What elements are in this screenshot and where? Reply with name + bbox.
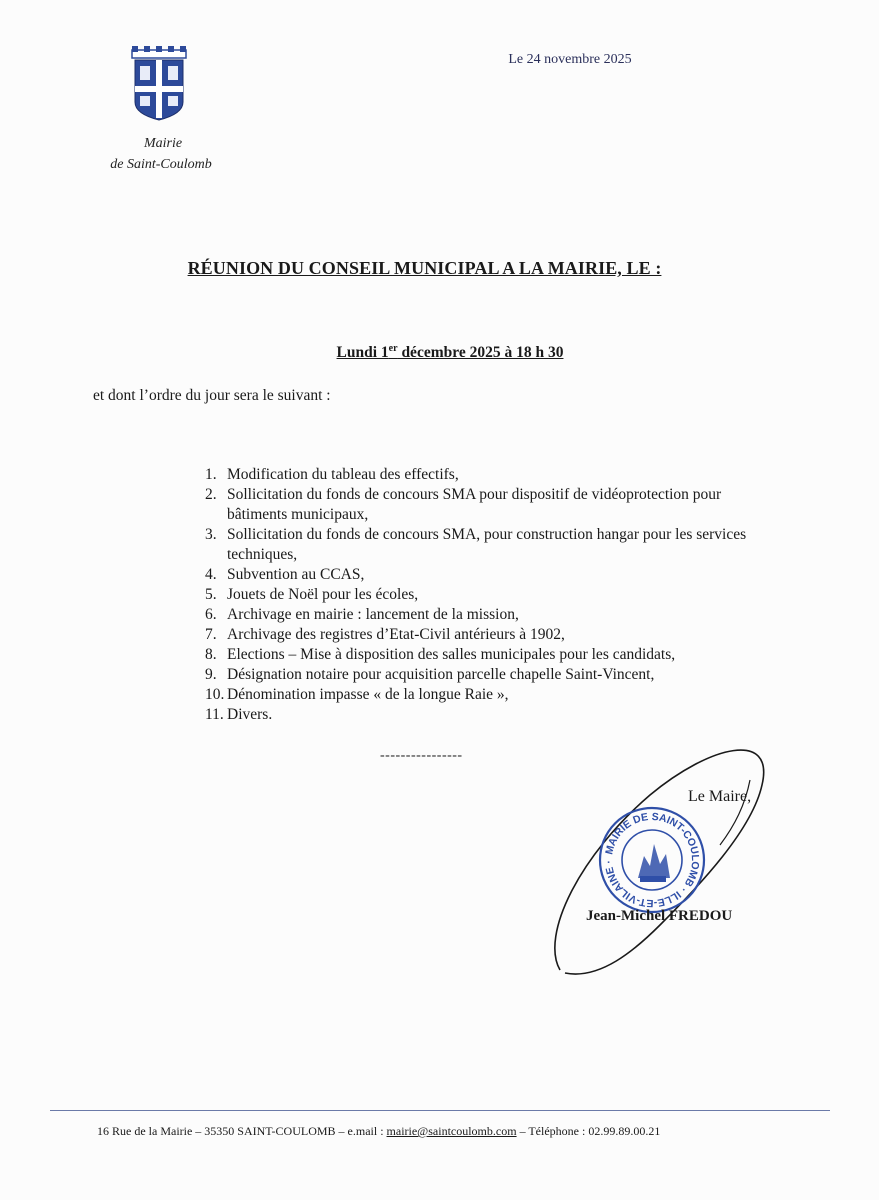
agenda-item-text: Subvention au CCAS,	[227, 566, 365, 583]
footer-divider	[50, 1110, 830, 1111]
agenda-item-number: 9.	[205, 666, 217, 683]
meeting-ordinal: er	[388, 343, 398, 354]
agenda-item-text: Archivage en mairie : lancement de la mission,	[227, 606, 519, 623]
agenda-item-number: 7.	[205, 626, 217, 643]
letterhead-line2: de Saint-Coulomb	[110, 157, 212, 172]
agenda-item	[205, 665, 785, 685]
agenda-item	[205, 485, 785, 525]
letterhead-line1: Mairie	[143, 136, 183, 151]
agenda-item-number: 3.	[205, 526, 217, 543]
agenda-item-number: 10.	[205, 686, 225, 703]
mayor-name: Jean-Michel FREDOU	[586, 908, 733, 924]
mayor-title: Le Maire,	[688, 788, 752, 805]
agenda-item	[205, 565, 785, 585]
agenda-item-text: Divers.	[227, 706, 273, 723]
official-stamp	[598, 806, 706, 914]
agenda-item-text: Dénomination impasse « de la longue Raie »,	[227, 686, 509, 703]
footer-address: 16 Rue de la Mairie – 35350 SAINT-COULOMB – e.mail :	[97, 1124, 387, 1138]
agenda-item-text: Jouets de Noël pour les écoles,	[227, 586, 419, 603]
agenda-item	[205, 625, 785, 645]
meeting-suffix: décembre 2025 à 18 h 30	[397, 344, 564, 362]
agenda-item-text: Sollicitation du fonds de concours SMA pour dispositif de vidéoprotection pour bâtiments municipaux,	[227, 486, 722, 523]
agenda-item-number: 1.	[205, 466, 217, 483]
agenda-intro: et dont l’ordre du jour sera le suivant :	[93, 387, 331, 404]
town-crest-logo	[128, 44, 190, 124]
agenda-item-number: 4.	[205, 566, 217, 583]
agenda-item-number: 5.	[205, 586, 217, 603]
agenda-list	[205, 465, 785, 725]
separator-dashes: ----------------	[380, 748, 463, 763]
footer-contact	[97, 1124, 660, 1139]
document-title: RÉUNION DU CONSEIL MUNICIPAL A LA MAIRIE, LE :	[187, 258, 662, 278]
agenda-item-text: Modification du tableau des effectifs,	[227, 466, 459, 483]
agenda-item	[205, 525, 785, 565]
agenda-item	[205, 605, 785, 625]
meeting-datetime	[0, 343, 879, 362]
meeting-prefix: Lundi 1	[336, 344, 389, 362]
agenda-item	[205, 685, 785, 705]
agenda-item-number: 6.	[205, 606, 217, 623]
footer-phone: – Téléphone : 02.99.89.00.21	[516, 1124, 661, 1138]
agenda-item-text: Désignation notaire pour acquisition parcelle chapelle Saint-Vincent,	[227, 666, 655, 683]
agenda-item-number: 2.	[205, 486, 217, 503]
agenda-item-number: 8.	[205, 646, 217, 663]
agenda-item	[205, 645, 785, 665]
agenda-item-text: Archivage des registres d’Etat-Civil antérieurs à 1902,	[227, 626, 565, 643]
agenda-item	[205, 705, 785, 725]
agenda-item	[205, 585, 785, 605]
agenda-item-text: Elections – Mise à disposition des salles municipales pour les candidats,	[227, 646, 676, 663]
letter-date: Le 24 novembre 2025	[508, 52, 632, 67]
agenda-item-text: Sollicitation du fonds de concours SMA, pour construction hangar pour les services techniques,	[227, 526, 747, 563]
agenda-item	[205, 465, 785, 485]
footer-email-link[interactable]: mairie@saintcoulomb.com	[386, 1124, 517, 1138]
stamp-text: MAIRIE DE SAINT-COULOMB · ILLE-ET-VILAINE ·	[602, 810, 702, 910]
agenda-item-number: 11.	[205, 706, 224, 723]
